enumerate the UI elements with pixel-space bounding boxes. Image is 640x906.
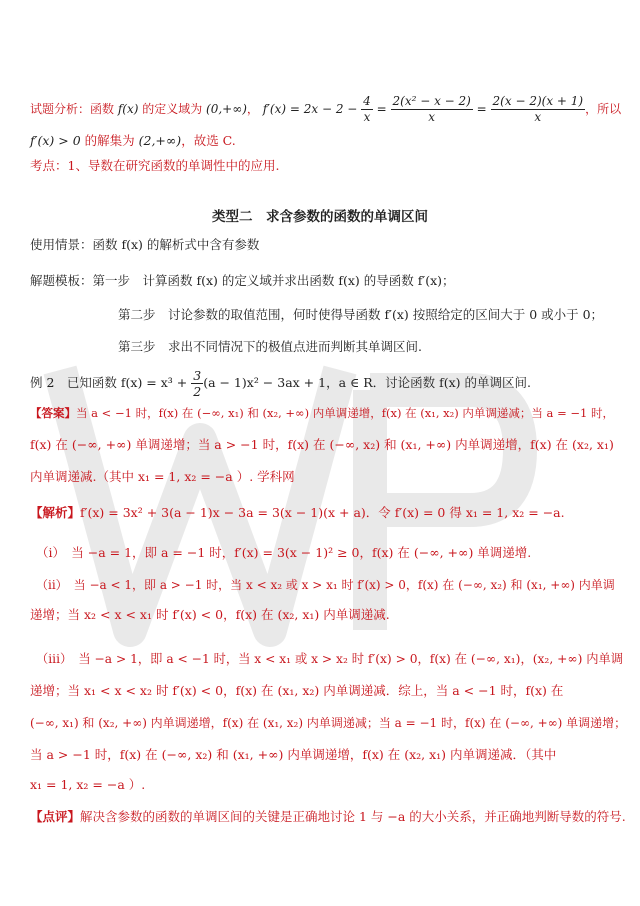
solution-case-iii-1: （iii） 当 −a > 1，即 a < −1 时，当 x < x₁ 或 x > x₂ 时 f′(x) > 0，f(x) 在 (−∞, x₁)，(x₂, +∞) 内单调	[36, 652, 623, 666]
solution-case-i: （i） 当 −a = 1，即 a = −1 时，f′(x) = 3(x − 1)² ≥ 0，f(x) 在 (−∞, +∞) 单调递增.	[36, 545, 532, 560]
solution-summary-3: x₁ = 1, x₂ = −a ）.	[30, 777, 146, 792]
solution-case-iii-2: 递增；当 x₁ < x < x₂ 时 f′(x) < 0，f(x) 在 (x₁, x₂) 内单调递减．综上，当 a < −1 时，f(x) 在	[30, 683, 564, 698]
template-step-3: 第三步 求出不同情况下的极值点进而判断其单调区间.	[118, 339, 422, 354]
solution-summary-2: 当 a > −1 时，f(x) 在 (−∞, x₂) 和 (x₁, +∞) 内单调递增，f(x) 在 (x₂, x₁) 内单调递减．（其中	[30, 747, 557, 762]
answer-line-3: 内单调递减.（其中 x₁ = 1, x₂ = −a ）. 学科网	[30, 469, 295, 484]
answer-line-2: f(x) 在 (−∞, +∞) 单调递增；当 a > −1 时，f(x) 在 (−∞, x₂) 和 (x₁, +∞) 内单调递增，f(x) 在 (x₂, x₁)	[30, 437, 614, 452]
solution-line-1: 【解析】f′(x) = 3x² + 3(a − 1)x − 3a = 3(x − 1)(x + a)．令 f′(x) = 0 得 x₁ = 1, x₂ = −a.	[30, 505, 565, 520]
analysis-line-1: 试题分析：函数 f(x) 的定义域为 (0,+∞)， f′(x) = 2x − 2 − $\frac{4}{x}$ = $\frac{\text{2(x² − x − 2)}}{x}$ = $\frac{2(x - 2)(x + 1)}{x}$ ，所以	[30, 94, 622, 124]
template-step-1: 解题模板：第一步 计算函数 f(x) 的定义域并求出函数 f(x) 的导函数 f′(x)；	[30, 273, 455, 288]
section-heading: 类型二 求含参数的函数的单调区间	[212, 209, 428, 225]
example-2-statement: 例 2 已知函数 f(x) = x³ + $\frac{3}{2}$ (a − 1)x² − 3ax + 1，a ∈ R．讨论函数 f(x) 的单调区间.	[30, 368, 531, 399]
template-step-2: 第二步 讨论参数的取值范围，何时使得导函数 f′(x) 按照给定的区间大于 0 或小于 0；	[118, 307, 604, 322]
usage-scenario-line: 使用情景：函数 f(x) 的解析式中含有参数	[30, 237, 260, 252]
solution-case-ii-2: 递增；当 x₂ < x < x₁ 时 f′(x) < 0，f(x) 在 (x₂, x₁) 内单调递减.	[30, 607, 390, 622]
key-point-line: 考点：1、导数在研究函数的单调性中的应用.	[30, 158, 280, 173]
solution-summary-1: (−∞, x₁) 和 (x₂, +∞) 内单调递增，f(x) 在 (x₁, x₂) 内单调递减；当 a = −1 时，f(x) 在 (−∞, +∞) 单调递增；	[30, 716, 627, 730]
analysis-line-2: f′(x) > 0 的解集为 (2,+∞)，故选 C.	[30, 133, 236, 148]
review-line: 【点评】解决含参数的函数的单调区间的关键是正确地讨论 1 与 −a 的大小关系，并正确地判断导数的符号.	[30, 809, 626, 824]
answer-line-1: 【答案】当 a < −1 时，f(x) 在 (−∞, x₁) 和 (x₂, +∞) 内单调递增，f(x) 在 (x₁, x₂) 内单调递减；当 a = −1 时，	[30, 406, 614, 420]
solution-case-ii-1: （ii） 当 −a < 1，即 a > −1 时，当 x < x₂ 或 x > x₁ 时 f′(x) > 0，f(x) 在 (−∞, x₂) 和 (x₁, +∞) 内单调	[36, 578, 615, 592]
